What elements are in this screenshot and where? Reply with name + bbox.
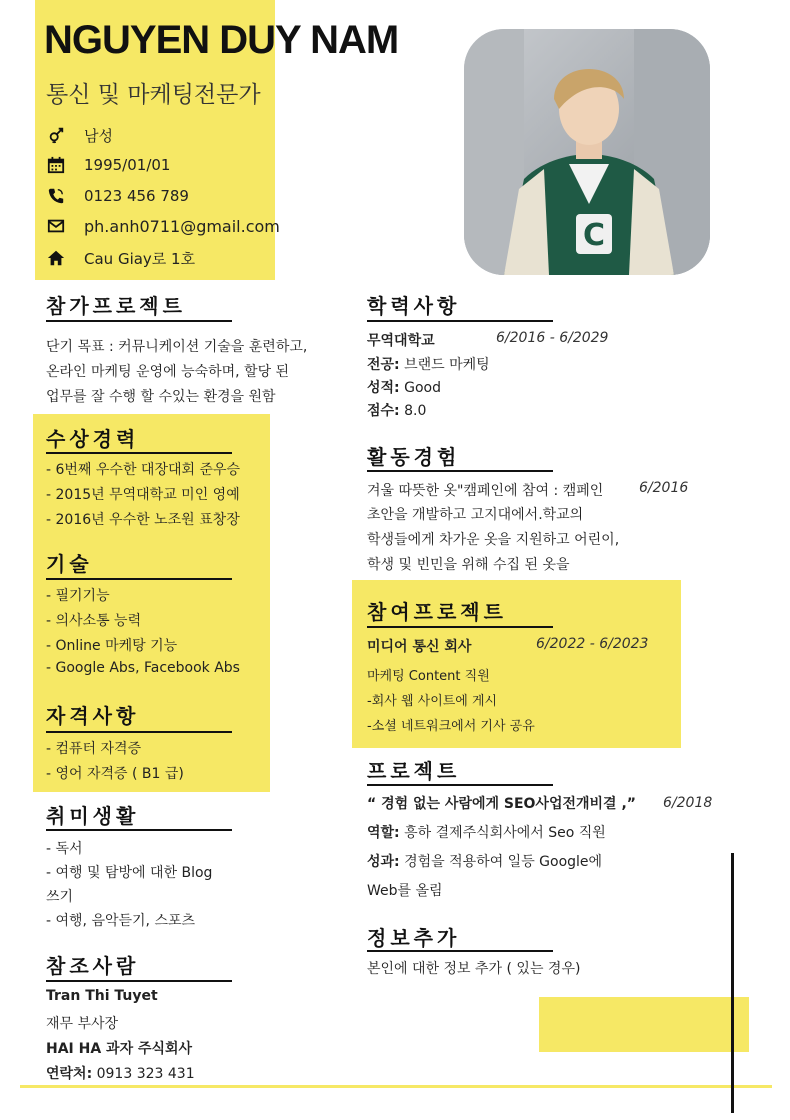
list-item: - 여행, 음악듣기, 스포츠 bbox=[46, 913, 196, 929]
education-period: 6/2016 - 6/2029 bbox=[496, 330, 609, 346]
phone-icon bbox=[46, 186, 66, 206]
major-label: 전공: bbox=[367, 357, 400, 373]
mail-icon bbox=[46, 216, 66, 236]
project-name: “ 경험 없는 사람에게 SEO사업전개비결 ,” bbox=[367, 796, 636, 812]
score-label: 점수: bbox=[367, 403, 400, 419]
project-result bbox=[367, 851, 602, 871]
projects-rule bbox=[367, 626, 553, 628]
activities-line-1: 겨울 따뜻한 옷"캠페인에 참여 : 캠페인 bbox=[367, 483, 604, 499]
activities-date: 6/2016 bbox=[639, 480, 689, 496]
gender-icon bbox=[46, 125, 66, 145]
result-label: 성과: bbox=[367, 854, 400, 870]
contact-gender bbox=[46, 124, 113, 146]
email-value[interactable]: ph.anh0711@gmail.com bbox=[84, 216, 280, 236]
address-value: Cau Giay로 1호 bbox=[84, 249, 196, 268]
project-rule bbox=[367, 784, 553, 786]
list-item: - 2016년 우수한 노조원 표창장 bbox=[46, 512, 240, 528]
projects-period: 6/2022 - 6/2023 bbox=[536, 636, 649, 652]
contact-birthdate bbox=[46, 154, 170, 176]
reference-contact-value: 0913 323 431 bbox=[92, 1066, 195, 1082]
hobbies-title: 취미생활 bbox=[46, 804, 140, 828]
reference-contact-label: 연락처: bbox=[46, 1066, 93, 1082]
calendar-icon bbox=[46, 155, 66, 175]
home-icon bbox=[46, 248, 66, 268]
projects-company: 미디어 통신 회사 bbox=[367, 639, 472, 655]
projects-title: 참여프로젝트 bbox=[367, 600, 507, 624]
goal-title: 참가프로젝트 bbox=[46, 294, 186, 318]
role-value: 흥하 결제주식회사에서 Seo 직원 bbox=[399, 825, 606, 841]
goal-line-3: 업무를 잘 수행 할 수있는 환경을 원함 bbox=[46, 389, 276, 405]
education-school: 무역대학교 bbox=[367, 333, 435, 349]
contact-address bbox=[46, 247, 195, 269]
education-major bbox=[367, 354, 490, 374]
project-title: 프로젝트 bbox=[367, 759, 461, 783]
activities-line-2: 초안을 개발하고 고지대에서.학교의 bbox=[367, 507, 584, 523]
activities-line-3: 학생들에게 차가운 옷을 지원하고 어린이, bbox=[367, 532, 620, 548]
list-item: - 6번째 우수한 대장대회 준우승 bbox=[46, 462, 241, 478]
list-item: - 필기기능 bbox=[46, 588, 110, 604]
contact-email bbox=[46, 215, 280, 237]
phone-value: 0123 456 789 bbox=[84, 187, 189, 205]
reference-name: Tran Thi Tuyet bbox=[46, 988, 158, 1004]
goal-line-1: 단기 목표 : 커뮤니케이션 기술을 훈련하고, bbox=[46, 339, 308, 355]
education-title: 학력사항 bbox=[367, 294, 461, 318]
contact-phone bbox=[46, 185, 189, 207]
gender-value: 남성 bbox=[84, 126, 113, 145]
hobbies-list bbox=[46, 838, 212, 934]
project-role bbox=[367, 822, 606, 842]
awards-rule bbox=[46, 452, 232, 454]
certs-list bbox=[46, 738, 184, 788]
skills-rule bbox=[46, 578, 232, 580]
education-score bbox=[367, 400, 426, 420]
education-rule bbox=[367, 320, 553, 322]
certs-title: 자격사항 bbox=[46, 704, 140, 728]
birthdate-value: 1995/01/01 bbox=[84, 156, 171, 174]
project-result-line-2: Web를 올림 bbox=[367, 883, 443, 899]
reference-contact bbox=[46, 1063, 195, 1083]
extra-text: 본인에 대한 정보 추가 ( 있는 경우) bbox=[367, 961, 581, 977]
footer-line bbox=[20, 1085, 772, 1088]
activities-rule bbox=[367, 470, 553, 472]
skills-title: 기술 bbox=[46, 552, 93, 576]
list-item: - 영어 자격증 ( B1 급) bbox=[46, 766, 184, 782]
extra-rule bbox=[367, 950, 553, 952]
education-grade bbox=[367, 377, 441, 397]
goal-line-2: 온라인 마케팅 운영에 능숙하며, 할당 된 bbox=[46, 364, 290, 380]
activities-title: 활동경험 bbox=[367, 445, 461, 469]
vertical-divider bbox=[731, 853, 734, 1113]
certs-rule bbox=[46, 731, 232, 733]
footer-accent-block bbox=[539, 997, 749, 1052]
reference-rule bbox=[46, 980, 232, 982]
list-item: - Google Abs, Facebook Abs bbox=[46, 660, 240, 676]
goal-rule bbox=[46, 320, 232, 322]
result-value: 경험을 적용하여 일등 Google에 bbox=[399, 854, 603, 870]
role-label: 역할: bbox=[367, 825, 400, 841]
activities-line-4: 학생 및 빈민을 위해 수집 된 옷을 bbox=[367, 557, 570, 573]
hobbies-rule bbox=[46, 829, 232, 831]
reference-title: 참조사람 bbox=[46, 954, 140, 978]
list-item: - 의사소통 능력 bbox=[46, 613, 142, 629]
reference-company: HAI HA 과자 주식회사 bbox=[46, 1041, 193, 1057]
awards-list bbox=[46, 459, 240, 534]
list-item: - Online 마케탕 기능 bbox=[46, 638, 178, 654]
score-value: 8.0 bbox=[399, 403, 427, 419]
grade-label: 성적: bbox=[367, 380, 400, 396]
candidate-name: NGUYEN DUY NAM bbox=[44, 18, 399, 62]
project-date: 6/2018 bbox=[663, 795, 713, 811]
reference-position: 재무 부사장 bbox=[46, 1016, 119, 1032]
list-item: - 여행 및 탐방에 대한 Blog bbox=[46, 865, 213, 881]
list-item: - 독서 bbox=[46, 841, 83, 857]
major-value: 브랜드 마케팅 bbox=[399, 357, 490, 373]
grade-value: Good bbox=[399, 380, 441, 396]
list-item: 쓰기 bbox=[46, 889, 74, 905]
extra-title: 정보추가 bbox=[367, 926, 461, 950]
projects-line-3: -소셜 네트워크에서 기사 공유 bbox=[367, 719, 535, 734]
svg-text:C: C bbox=[582, 218, 606, 253]
awards-title: 수상경력 bbox=[46, 427, 140, 451]
projects-line-1: 마케팅 Content 직원 bbox=[367, 669, 490, 684]
list-item: - 컴퓨터 자격증 bbox=[46, 741, 142, 757]
job-title: 통신 및 마케팅전문가 bbox=[46, 82, 261, 108]
projects-line-2: -회사 웹 사이트에 게시 bbox=[367, 694, 498, 709]
profile-photo bbox=[464, 29, 710, 275]
list-item: - 2015년 무역대학교 미인 영예 bbox=[46, 487, 240, 503]
skills-list bbox=[46, 585, 240, 685]
